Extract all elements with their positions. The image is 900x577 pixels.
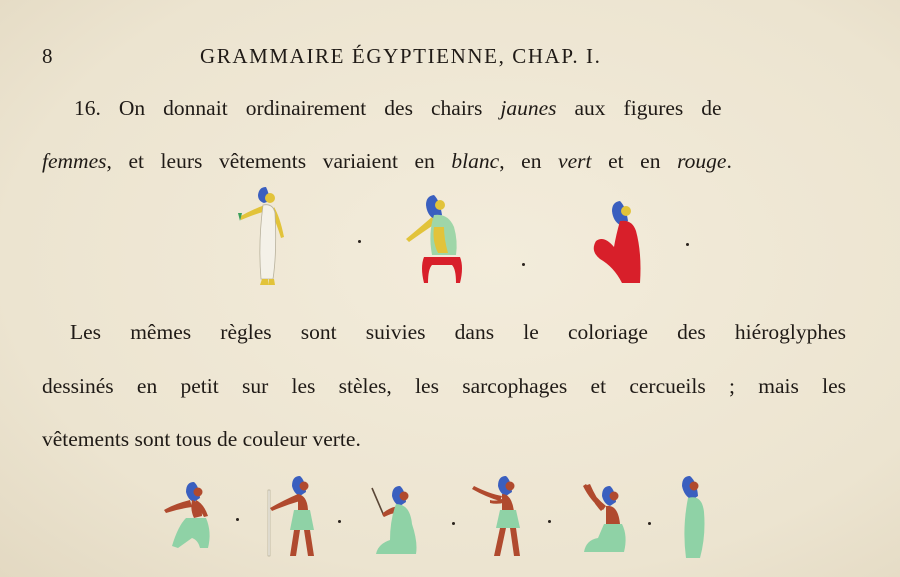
separator-dot [236, 518, 239, 521]
standing-mummy-figure-icon [674, 474, 710, 560]
emphasis-blanc: blanc [451, 149, 500, 173]
standing-man-with-staff-icon [262, 474, 322, 558]
standing-man-raised-arms-icon [468, 474, 528, 558]
separator-dot [548, 520, 551, 523]
figure-row-men [0, 472, 900, 562]
emphasis-vert: vert [558, 149, 592, 173]
separator-dot [452, 522, 455, 525]
page-number: 8 [42, 44, 53, 68]
running-title: GRAMMAIRE ÉGYPTIENNE, CHAP. I. [200, 44, 602, 68]
paragraph-2-line-1: Les mêmes règles sont suivies dans le coloriage des hiéroglyphes [70, 320, 846, 344]
paragraph-16-line-2: femmes, et leurs vêtements variaient en blanc, en vert et en rouge. [42, 149, 732, 173]
emphasis-rouge: rouge [677, 149, 727, 173]
emphasis-femmes: femmes [42, 149, 107, 173]
kneeling-man-offering-icon [160, 480, 220, 554]
emphasis-jaunes: jaunes [500, 96, 557, 120]
paragraph-2-line-3: vêtements sont tous de couleur verte. [42, 427, 361, 451]
kneeling-man-both-arms-raised-icon [576, 478, 634, 556]
separator-dot [338, 520, 341, 523]
paragraph-16-line-1: 16. On donnait ordinairement des chairs jaunes aux figures de [74, 96, 722, 120]
paragraph-2-line-2: dessinés en petit sur les stèles, les sarcophages et cercueils ; mais les [42, 374, 846, 398]
kneeling-man-with-bow-icon [368, 484, 424, 556]
separator-dot [648, 522, 651, 525]
